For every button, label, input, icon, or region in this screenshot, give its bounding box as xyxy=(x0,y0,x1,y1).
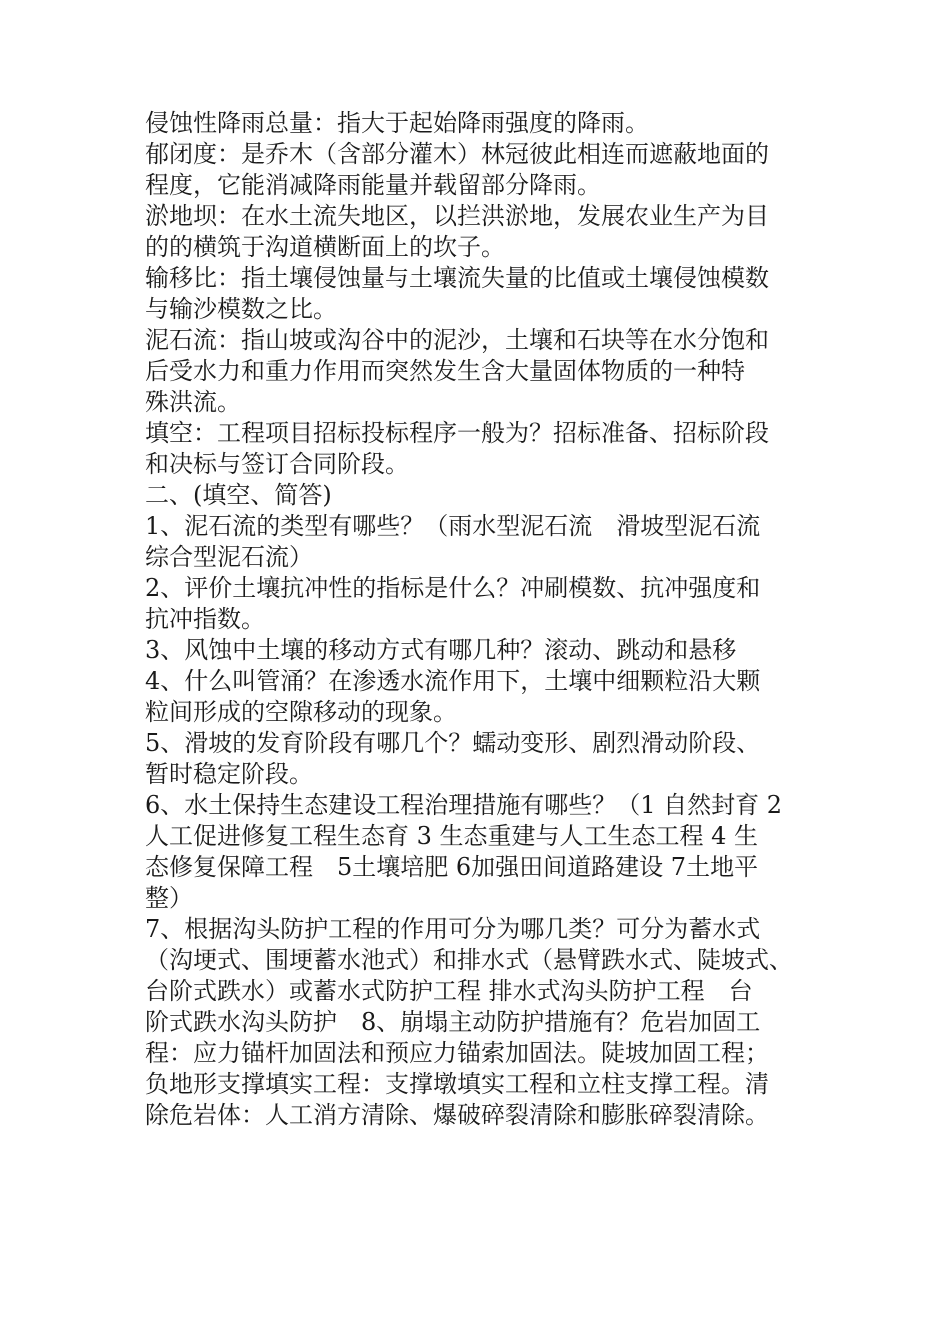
section-heading: 二、(填空、简答) xyxy=(145,481,332,509)
text-line: 抗冲指数。 xyxy=(145,605,265,633)
document-body xyxy=(145,108,835,1131)
text-line: 郁闭度：是乔木（含部分灌木）林冠彼此相连而遮蔽地面的 xyxy=(145,140,769,168)
text-line: 5、滑坡的发育阶段有哪几个？蠕动变形、剧烈滑动阶段、 xyxy=(145,729,761,757)
text-line: 粒间形成的空隙移动的现象。 xyxy=(145,698,457,726)
text-line: 侵蚀性降雨总量：指大于起始降雨强度的降雨。 xyxy=(145,109,649,137)
text-line: 后受水力和重力作用而突然发生含大量固体物质的一种特 xyxy=(145,357,745,385)
text-line: 泥石流：指山坡或沟谷中的泥沙，土壤和石块等在水分饱和 xyxy=(145,326,769,354)
text-line: 和决标与签订合同阶段。 xyxy=(145,450,409,478)
text-line: 3、风蚀中土壤的移动方式有哪几种？滚动、跳动和悬移 xyxy=(145,636,737,664)
text-line: 7、根据沟头防护工程的作用可分为哪几类？可分为蓄水式 xyxy=(145,915,761,943)
text-line: 与输沙模数之比。 xyxy=(145,295,337,323)
text-line: 填空：工程项目招标投标程序一般为？招标准备、招标阶段 xyxy=(145,419,769,447)
text-line: 整） xyxy=(145,884,193,912)
text-line: 态修复保障工程 5土壤培肥 6加强田间道路建设 7土地平 xyxy=(145,853,759,881)
text-line: 程度，它能消减降雨能量并载留部分降雨。 xyxy=(145,171,601,199)
text-line: 人工促进修复工程生态育 3 生态重建与人工生态工程 4 生 xyxy=(145,822,759,850)
text-line: 4、什么叫管涌？在渗透水流作用下，土壤中细颗粒沿大颗 xyxy=(145,667,761,695)
text-line: 淤地坝：在水土流失地区，以拦洪淤地，发展农业生产为目 xyxy=(145,202,769,230)
text-line: 除危岩体：人工消方清除、爆破碎裂清除和膨胀碎裂清除。 xyxy=(145,1101,769,1129)
text-line: 的的横筑于沟道横断面上的坎子。 xyxy=(145,233,505,261)
text-line: 1、泥石流的类型有哪些？（雨水型泥石流 滑坡型泥石流 xyxy=(145,512,761,540)
text-line: 输移比：指土壤侵蚀量与土壤流失量的比值或土壤侵蚀模数 xyxy=(145,264,769,292)
text-line: 阶式跌水沟头防护 8、崩塌主动防护措施有？危岩加固工 xyxy=(145,1008,761,1036)
text-line: 6、水土保持生态建设工程治理措施有哪些？（1 自然封育 2 xyxy=(145,791,783,819)
text-line: 综合型泥石流） xyxy=(145,543,313,571)
text-line: （沟埂式、围埂蓄水池式）和排水式（悬臂跌水式、陡坡式、 xyxy=(145,946,793,974)
text-line: 程：应力锚杆加固法和预应力锚索加固法。陡坡加固工程； xyxy=(145,1039,769,1067)
text-line: 殊洪流。 xyxy=(145,388,241,416)
text-line: 暂时稳定阶段。 xyxy=(145,760,313,788)
text-line: 台阶式跌水）或蓄水式防护工程 排水式沟头防护工程 台 xyxy=(145,977,753,1005)
text-line: 负地形支撑填实工程：支撑墩填实工程和立柱支撑工程。清 xyxy=(145,1070,769,1098)
text-line: 2、评价土壤抗冲性的指标是什么？冲刷模数、抗冲强度和 xyxy=(145,574,761,602)
